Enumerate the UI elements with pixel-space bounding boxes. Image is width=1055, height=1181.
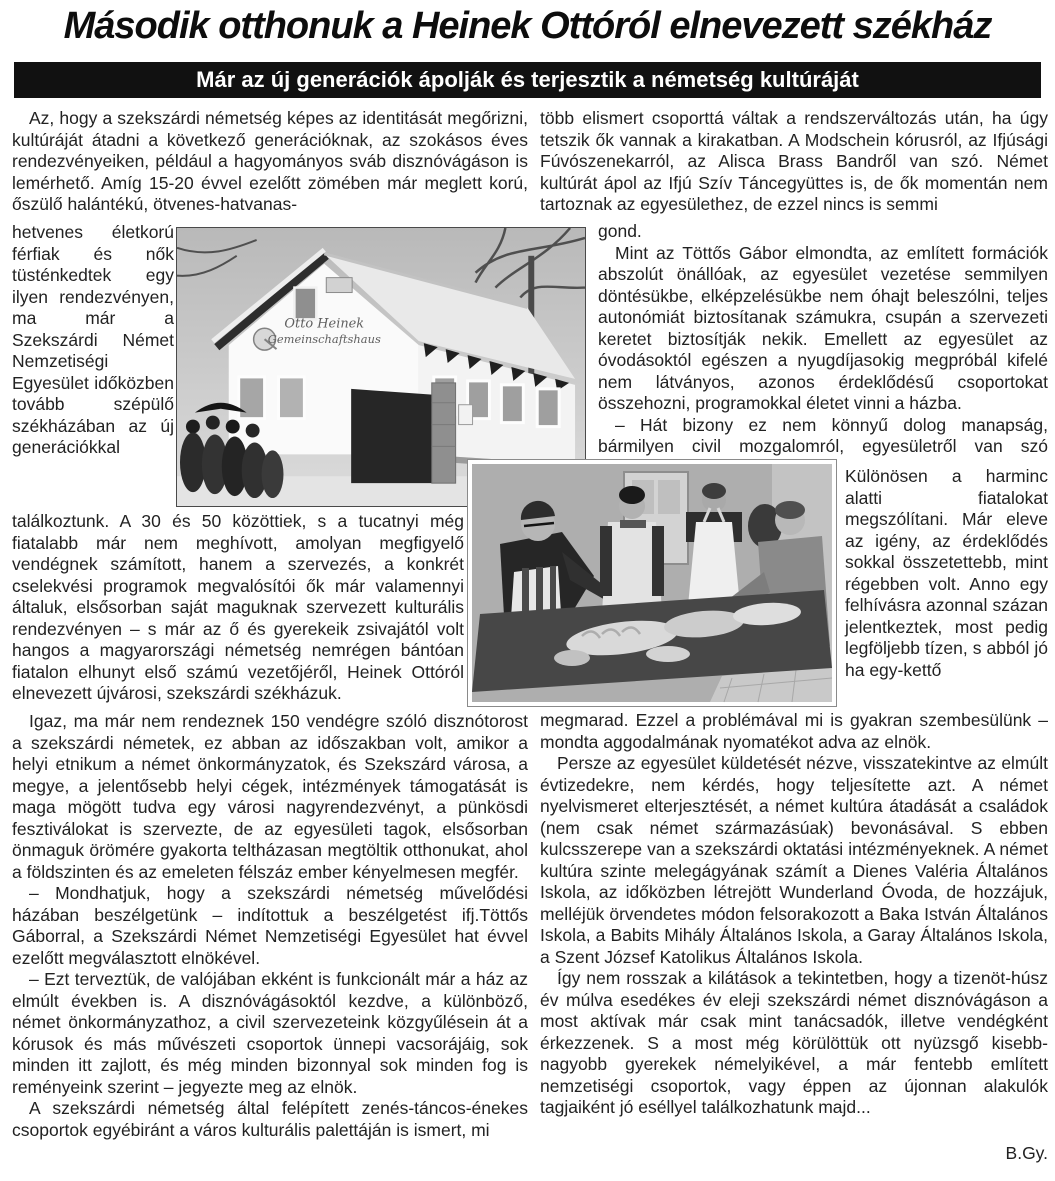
building-sign-line2: Gemeinschaftshaus	[267, 332, 381, 347]
right-col-paragraph1-top	[540, 108, 1048, 220]
left-col-paragraph1-below-photo	[12, 511, 464, 711]
paragraph-text: Persze az egyesület küldetését nézve, visszatekintve az elmúlt évtizedekre, nem kérdés, hogy teljesítette azt. A német nyelvismeret elterjesztését, a német kultúra átadását a családok (nem csak német származásúak) bevonásával. S ebben kulcsszerepe van a szekszárdi oktatási intézményeknek. A német kultúra szinte melegágyának számít a Dienes Valéria Általános Iskola, az időközben létrejött Wunderland Óvoda, de hozzájuk, melléjük örvendetes módon felsorakozott a Baka István Általános Iskola, a Babits Mihály Általános Iskola, a Garay Általános Iskola, a Szent József Katolikus Általános Iskola.	[540, 753, 1048, 967]
paragraph-text: megmarad. Ezzel a problémával mi is gyakran szembesülünk – mondta aggodalmának nyomatékot adva az elnök.	[540, 710, 1048, 752]
left-col-paragraph1-beside-photo	[12, 222, 174, 512]
paragraph-text: hetvenes életkorú férfiak és nők tüsténkedtek egy ilyen rendezvényen, ma már a Szekszárdi Német Nemzetiségi Egyesület időközben tovább szépülő székházában az új generációkkal	[12, 222, 174, 457]
author-byline: B.Gy.	[1005, 1143, 1048, 1163]
paragraph-text: Mint az Töttős Gábor elmondta, az említett formációk abszolút önállóak, az egyesület vezetése semmilyen döntésükbe, elképzelésükbe nem óhajt beleszólni, teljes autonómiát biztosítanak számukra, csupán a szervezeti keretet biztosítják nekik. Emellett az egyesület az óvodásoktól egészen a nyugdíjasokig megpróbál kifelé nem látványos, azonos érdeklődésű csoportokat összehozni, programokkal életet vinni a házba.	[598, 242, 1048, 413]
building-sign-line1: Otto Heinek	[284, 316, 365, 332]
left-col-paragraph1-top	[12, 108, 528, 218]
mailbox	[459, 405, 473, 425]
meat-piece	[554, 650, 590, 666]
paragraph-text: Különösen a harminc alatti fiatalokat megszólítani. Már eleve az igény, az érdeklődés sokkal összetettebb, mint régebben volt. Anno egy felhívásra azonnal százan jelentkeztek, most pedig legföljebb tízen, s abból jó ha egy-kettő	[845, 466, 1048, 680]
gate	[351, 389, 434, 483]
paragraph-text: A szekszárdi németség által felépített zenés-táncos-énekes csoportok egyébiránt a város kulturális palettáján is ismert, mi	[12, 1098, 528, 1140]
paragraph-text: – Mondhatjuk, hogy a szekszárdi németség művelődési házában beszélgetünk – indítottuk a beszélgetést ifj.Töttős Gáborral, a Szekszárdi Német Nemzetiségi Egyesület hat évvel ezelőtt megválasztott elnökével.	[12, 883, 528, 968]
gable-window-right	[279, 377, 305, 419]
right-col-indented-beside-photo	[598, 221, 1048, 463]
subtitle-banner	[14, 62, 1041, 98]
meat-piece	[646, 646, 690, 662]
right-col-lower-paragraphs	[540, 710, 1048, 1140]
paragraph-text: találkoztunk. A 30 és 50 közöttiek, s a tucatnyi még fiatalabb már nem meghívott, amolyan megfigyelő vendégnek számított, hanem a szervezés, a konkrét cselekvési programok megvalósítói ők már valamennyi általuk, elsősorban saját maguknak szervezett kulturális rendezvényen – s már az ő és gyerekeik zsivajától volt hangos a magyarországi németség nemrégen bántóan fiatalon elhunyt első számú vezetőjéről, Heinek Ottóról elnevezett újvárosi, szekszárdi székházuk.	[12, 511, 464, 703]
paragraph-text: több elismert csoporttá váltak a rendszerváltozás után, ha úgy tetszik ők vannak a kirakatban. A Modschein kórusról, az Ifjúsági Fúvószenekarról, az Alisca Brass Bandről van szó. Német kultúrát ápol az Ifjú Szív Táncegyüttes is, de ők momentán nem tartoznak az egyesülethez, de ezzel nincs is semmi	[540, 108, 1048, 214]
article-title: Második otthonuk a Heinek Ottóról elnevezett székház	[63, 5, 992, 47]
attic-window	[294, 288, 316, 320]
photo-pig-slaughter	[468, 460, 836, 706]
left-col-lower-paragraphs	[12, 711, 528, 1181]
slaughter-illustration	[472, 464, 832, 702]
right-col-narrow-beside-photo	[845, 466, 1048, 694]
stone-pillar	[432, 383, 456, 483]
gable-window-left	[239, 377, 265, 419]
ac-unit	[326, 278, 352, 293]
paragraph-text: gond.	[598, 221, 642, 241]
paragraph-text: – Hát bizony ez nem könnyű dolog manapság, bármilyen civil mozgalomról, egyesületről van szó	[598, 414, 1048, 456]
paragraph-text: – Ezt terveztük, de valójában ekként is funkcionált már a ház az elmúlt években is. A disznóvágásoktól kezdve, a különböző, német önkormányzathoz, a civil szervezeteink közgyűlésein át a kórusok és más művészeti csoportok ünnepi vacsorájáig, sok minden itt zajlott, és még minden bizonnyal sok minden fog is reményeink szerint – jegyezte meg az elnök.	[12, 969, 528, 1097]
subtitle-text: Már az új generációk ápolják és terjesztik a németség kultúráját	[196, 67, 859, 92]
door-pane	[658, 480, 680, 514]
paragraph-text: Így nem rosszak a kilátások a tekintetben, hogy a tizenöt-húsz év múlva esedékes év eleji szekszárdi német disznóvágáson a most aktívak már csak mint tanácsadók, illetve vendégként érkezzenek. S a most még körülöttük ott nyüzsgő kisebb-nagyobb gyerekek némelyikével, a már fentebb említett nemzetiségi csoportok, vagy éppen az újonnan alakulók tagjaiként jó eséllyel találkozhatunk majd...	[540, 968, 1048, 1117]
paragraph-text: Igaz, ma már nem rendeznek 150 vendégre szóló disznótorost a szekszárdi németek, ez abban az időszakban volt, amikor a helyi etnikum a német önkormányzatok, és Szekszárd városa, a megye, a jelentősebb helyi cégek, intézmények támogatását is maga mögött tudva egy városi nagyrendezvényt, a pünkösdi fesztiválokat is szervezte, de az egyesületi tagok, elsősorban önmaguk örömére gyakorta teltházasan megtöltik otthonukat, ahol a földszinten és az emeleten félszáz ember kényelmesen megfér.	[12, 711, 528, 882]
paragraph-text: Az, hogy a szekszárdi németség képes az identitását megőrizni, kultúráját átadni a következő generációknak, az szokásos éves rendezvényeiken, például a hagyományos sváb disznóvágáson is lemérhető. Amíg 15-20 évvel ezelőtt zömében már meglett korú, őszülő halántékú, ötvenes-hatvanas-	[12, 108, 528, 214]
